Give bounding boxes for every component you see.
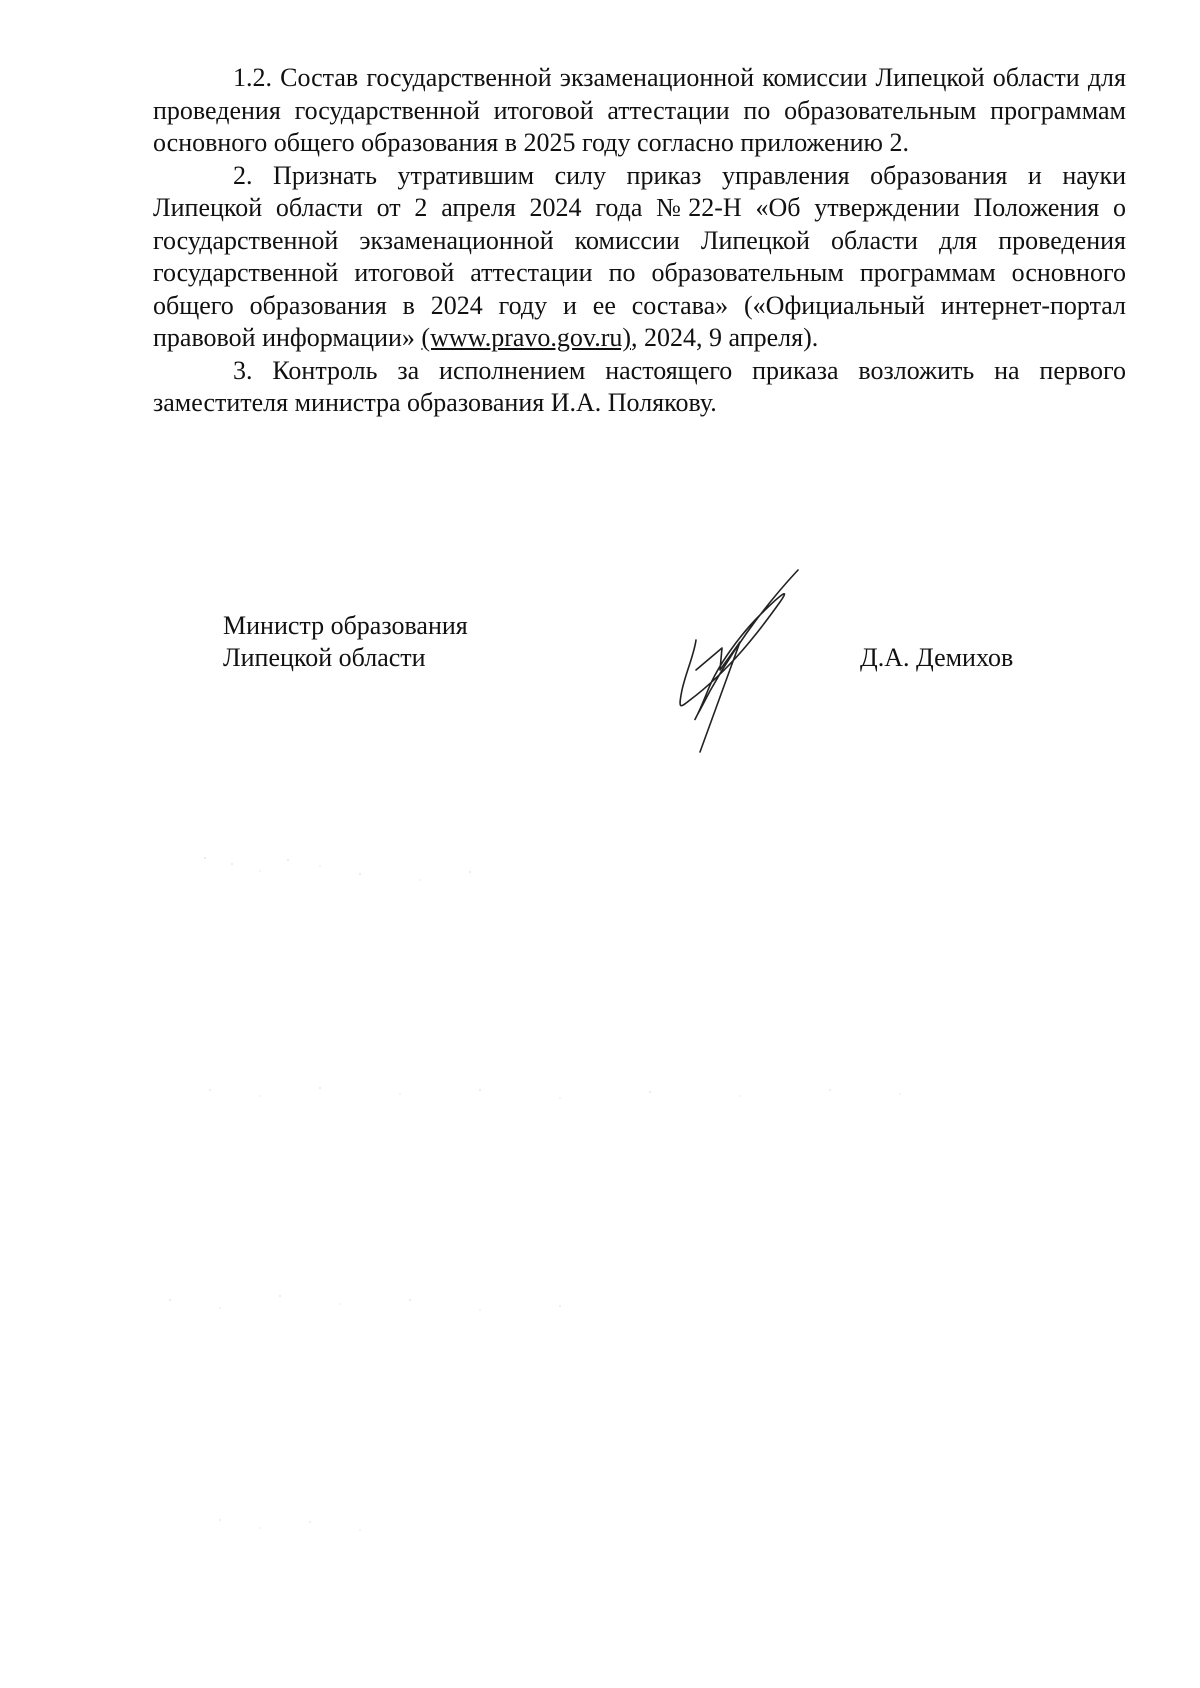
- document-body: [153, 62, 1126, 420]
- signatory-title: [223, 610, 468, 674]
- paragraph-text: 2. Признать утратившим силу приказ управления образования и науки Липецкой области от 2 апреля 2024 года №22-Н «Об утверждении Положения о государственной экзаменационной комиссии Липецкой области для проведения государственной итоговой аттестации по образовательным программам основного общего образования в 2024 году и ее состава» («Официальный интернет-портал правовой информации»: [153, 160, 1126, 352]
- signatory-title-line-1: Министр образования: [223, 611, 468, 640]
- paragraph-1-2: [153, 62, 1126, 160]
- pravo-link[interactable]: (www.pravo.gov.ru): [421, 323, 632, 352]
- signatory-name: Д.А. Демихов: [860, 643, 1014, 672]
- paragraph-text: , 2024, 9 апреля).: [631, 323, 819, 352]
- paragraph-2: [153, 160, 1126, 355]
- handwritten-signature-icon: [660, 560, 810, 760]
- paragraph-3: [153, 355, 1126, 420]
- paragraph-text: 3. Контроль за исполнением настоящего приказа возложить на первого заместителя министра образования И.А. Полякову.: [153, 355, 1126, 417]
- signatory-title-line-2: Липецкой области: [223, 643, 426, 672]
- paragraph-text: 1.2. Состав государственной экзаменационной комиссии Липецкой области для проведения государственной итоговой аттестации по образовательным программам основного общего образования в 2025 году согласно приложению 2.: [153, 63, 1126, 157]
